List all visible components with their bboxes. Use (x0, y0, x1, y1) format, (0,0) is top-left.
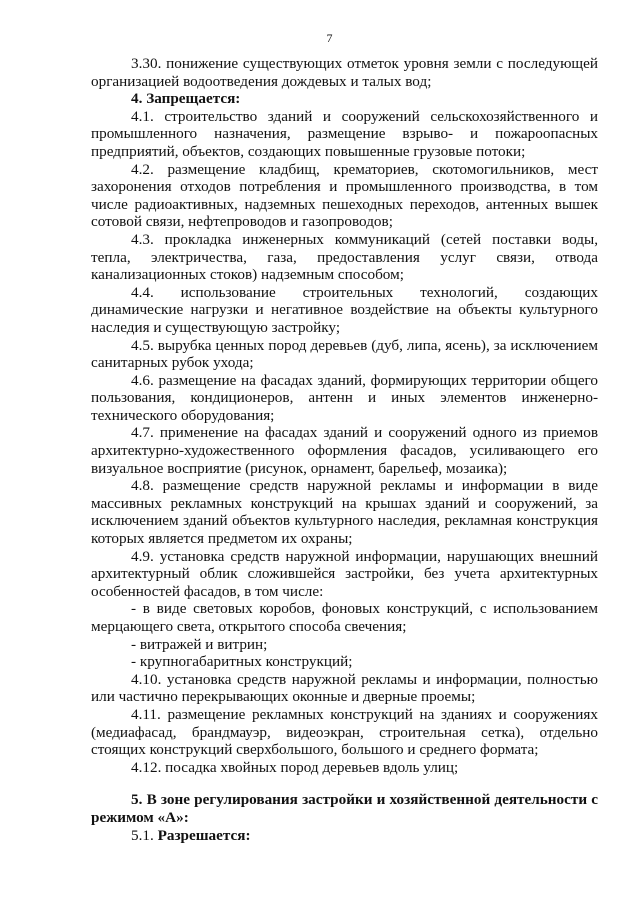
section-5-heading-text: 5. В зоне регулирования застройки и хозяйственной деятельности с режимом «А»: (91, 791, 598, 826)
paragraph-3-30: 3.30. понижение существующих отметок уровня земли с последующей организацией водоотведения дождевых и талых вод; (91, 55, 598, 90)
paragraph-4-11: 4.11. размещение рекламных конструкций на зданиях и сооружениях (медиафасад, брандмауэр, видеоэкран, строительная сетка), отдельно стоящих конструкций сверхбольшого, большого и среднего формата; (91, 705, 598, 759)
paragraph-5-1-number: 5.1. (131, 826, 158, 844)
paragraph-5-1-label: Разрешается: (157, 826, 251, 844)
document-body (91, 55, 598, 844)
paragraph-4-8: 4.8. размещение средств наружной рекламы и информации в виде массивных рекламных конструкций на крышах зданий и сооружений, за исключением зданий объектов культурного наследия, рекламная конструкция которых является предметом их охраны; (91, 477, 598, 548)
section-4-heading-text: 4. Запрещается: (131, 90, 241, 108)
paragraph-4-5: 4.5. вырубка ценных пород деревьев (дуб, липа, ясень), за исключением санитарных рубок ухода; (91, 336, 598, 372)
list-item-stained-glass: - витражей и витрин; (131, 635, 268, 653)
paragraph-4-12: 4.12. посадка хвойных пород деревьев вдоль улиц; (131, 758, 459, 776)
section-4-heading (91, 90, 598, 108)
paragraph-4-4: 4.4. использование строительных технологий, создающих динамические нагрузки и негативное воздействие на объекты культурного наследия и существующую застройку; (91, 283, 598, 336)
list-item-large-structures: - крупногабаритных конструкций; (131, 653, 353, 671)
paragraph-4-9: 4.9. установка средств наружной информации, нарушающих внешний архитектурный облик сложившейся застройки, без учета архитектурных особенностей фасадов, в том числе: (91, 547, 598, 600)
paragraph-5-1 (91, 827, 598, 845)
paragraph-4-7: 4.7. применение на фасадах зданий и сооружений одного из приемов архитектурно-художественного оформления фасадов, усиливающего его визуальное восприятие (рисунок, орнамент, барельеф, мозаика); (91, 424, 598, 477)
paragraph-4-2: 4.2. размещение кладбищ, крематориев, скотомогильников, мест захоронения отходов потребления и промышленного производства, в том числе радиоактивных, надземных пешеходных переходов, антенных вышек сотовой связи, нефтепроводов и газопроводов; (91, 160, 598, 231)
section-5-heading (91, 791, 598, 826)
paragraph-4-10: 4.10. установка средств наружной рекламы и информации, полностью или частично перекрывающих оконные и дверные проемы; (91, 670, 598, 706)
page-number: 7 (326, 31, 333, 45)
paragraph-4-6: 4.6. размещение на фасадах зданий, формирующих территории общего пользования, кондиционеров, антенн и иных элементов инженерно-технического оборудования; (91, 371, 598, 424)
paragraph-4-1: 4.1. строительство зданий и сооружений сельскохозяйственного и промышленного назначения, размещение взрыво- и пожароопасных предприятий, объектов, создающих повышенные грузовые потоки; (91, 107, 598, 160)
list-item-light-boxes: - в виде световых коробов, фоновых конструкций, с использованием мерцающего света, открытого способа свечения; (91, 600, 598, 635)
paragraph-4-3: 4.3. прокладка инженерных коммуникаций (сетей поставки воды, тепла, электричества, газа, предоставления услуг связи, отвода канализационных стоков) надземным способом; (91, 230, 598, 284)
